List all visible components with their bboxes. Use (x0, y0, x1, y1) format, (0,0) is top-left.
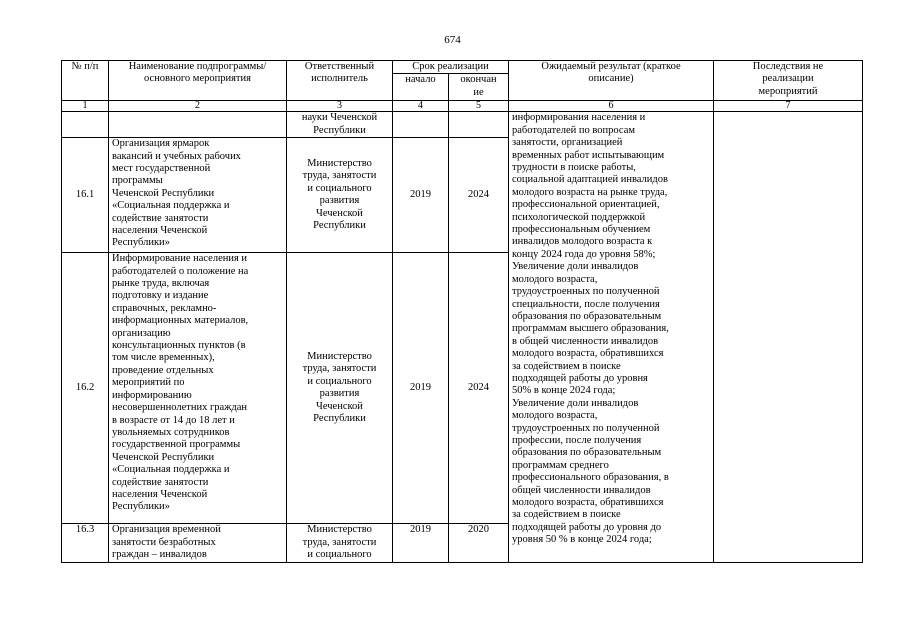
measure-name: Организация ярмарок вакансий и учебных рабочих мест государственной программы Чеченской Республики «Социальная поддержка и содействие занятости населения Чеченской Республики» (109, 138, 287, 253)
end-year: 2020 (449, 524, 509, 563)
row-number: 16.1 (62, 138, 109, 253)
measure-name: Информирование населения и работодателей о положение на рынке труда, включая подготовку и издание справочных, рекламно- информационных материалов, организацию консультационных пунктов (в том числе временных), проведение отдельных мероприятий по информированию несовершеннолетних граждан в возрасте от 14 до 18 лет и увольняемых сотрудников государственной программы Чеченской Республики «Социальная поддержка и содействие занятости населения Чеченской Республики» (109, 253, 287, 524)
col-number: 6 (509, 101, 714, 112)
start-year: 2019 (393, 253, 449, 524)
start-year: 2019 (393, 138, 449, 253)
end-year: 2024 (449, 138, 509, 253)
measure-name: Организация временной занятости безработных граждан – инвалидов (109, 524, 287, 563)
table-row (62, 112, 863, 138)
row-number: 16.3 (62, 524, 109, 563)
col-number: 4 (393, 101, 449, 112)
col-number: 7 (714, 101, 863, 112)
col-number: 2 (109, 101, 287, 112)
header-period: Срок реализации (393, 61, 509, 74)
page-number: 674 (444, 34, 461, 46)
header-executor: Ответственный исполнитель (287, 61, 393, 101)
expected-result-cell: информирования населения и работодателей по вопросам занятости, организацией временных работ испытывающим трудности в поиске работы, социальной адаптацией инвалидов молодого возраста на рынке труда, профессиональной ориентацией, психологической поддержкой профессиональным обучением инвалидов молодого возраста к концу 2024 года до уровня 58%; Увеличение доли инвалидов молодого возраста, трудоустроенных по полученной специальности, после получения образования по образовательным программам высшего образования, в общей численности инвалидов молодого возраста, обратившихся за содействием в поиске подходящей работы до уровня 50% в конце 2024 года; Увеличение доли инвалидов молодого возраста, трудоустроенных по полученной профессии, после получения образования по образовательным программам среднего профессионального образования, в общей численности инвалидов молодого возраста, обратившихся за содействием в поиске подходящей работы до уровня до уровня 50 % в конце 2024 года; (509, 112, 714, 563)
executor-cell: Министерство труда, занятости и социального развития Чеченской Республики (287, 253, 393, 524)
col-number: 1 (62, 101, 109, 112)
measures-table (61, 60, 863, 563)
executor-cell: Министерство труда, занятости и социального развития Чеченской Республики (287, 138, 393, 253)
end-year: 2024 (449, 253, 509, 524)
start-year: 2019 (393, 524, 449, 563)
executor-cell: науки Чеченской Республики (287, 112, 393, 138)
header-end: окончан ие (449, 74, 509, 101)
row-number: 16.2 (62, 253, 109, 524)
header-result: Ожидаемый результат (краткое описание) (509, 61, 714, 101)
header-consequences: Последствия не реализации мероприятий (714, 61, 863, 101)
header-start: начало (393, 74, 449, 101)
col-number: 5 (449, 101, 509, 112)
consequences-cell (714, 112, 863, 563)
header-name: Наименование подпрограммы/ основного мероприятия (109, 61, 287, 101)
header-num: № п/п (62, 61, 109, 101)
col-number: 3 (287, 101, 393, 112)
executor-cell: Министерство труда, занятости и социального (287, 524, 393, 563)
